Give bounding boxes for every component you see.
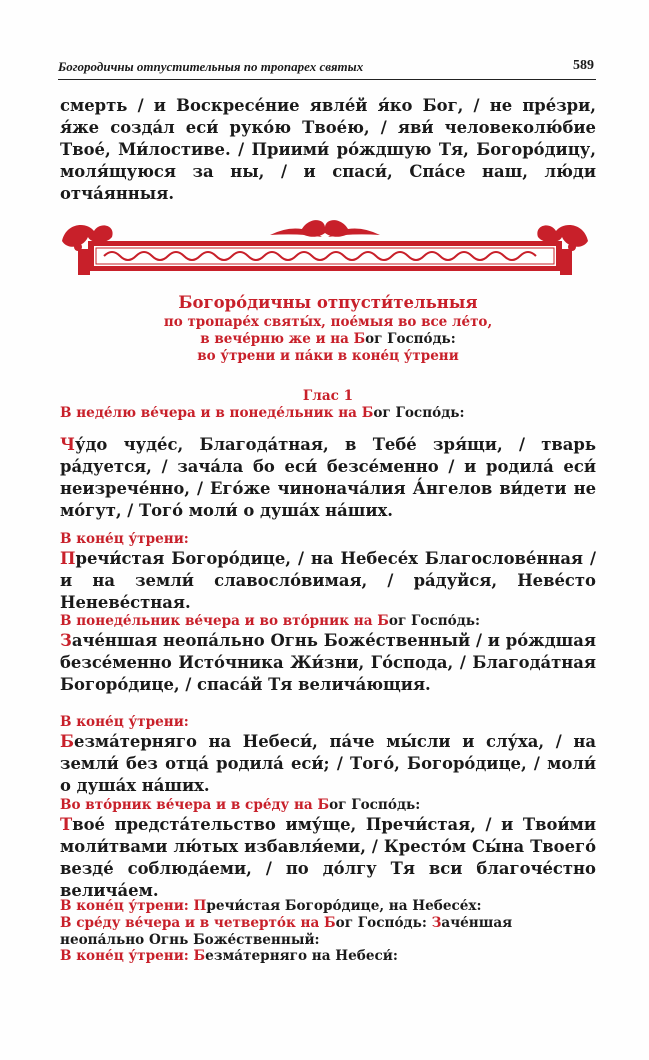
hymn-4-initial: Б [60, 732, 75, 751]
header-rule [58, 79, 596, 80]
hymn-4-body: езма́терняго на Небеси́, па́че мы́сли и слу́ха, / на земли́ без отца́ родила́ еси́; / Того́, Богоро́дице, / моли́ о душа́х на́ших. [60, 732, 596, 795]
trailing-line-4 [60, 948, 596, 965]
hymn-2-initial: П [60, 549, 76, 568]
running-title: Богородичны отпустительныя по тропарех святых [58, 59, 364, 74]
glas-rubric [60, 405, 596, 422]
trailing-line-4-black: езма́терняго на Небеси́: [205, 948, 398, 964]
hymn-5-rubric [60, 797, 596, 814]
trailing-line-2-rubric-black: ог Госпо́дь: [335, 915, 432, 931]
trailing-line-2-text: аче́ншая [441, 915, 513, 931]
hymn-4 [60, 714, 596, 797]
hymn-5-initial: Т [60, 815, 73, 834]
hymn-5-text [60, 814, 596, 902]
hymn-1 [60, 434, 596, 522]
hymn-4-text [60, 731, 596, 797]
section-title: Богоро́дичны отпусти́тельныя [178, 293, 478, 312]
trailing-line-2-red: В сре́ду ве́чера и в четверто́к на Б [60, 915, 336, 931]
hymn-2 [60, 531, 596, 614]
section-subtitle-line-2-black: ог Госпо́дь: [365, 331, 456, 347]
hymn-3-rubric-black: ог Госпо́дь: [388, 613, 481, 629]
section-subtitle-line-3: во у́трени и па́ки в коне́ц у́трени [197, 348, 459, 364]
hymn-5-body: вое́ предста́тельство иму́ще, Пречи́стая, / и Твои́ми моли́твами лю́тых избавля́еми, / Кресто́м Сы́на Твоего́ везде́ соблюда́еми, / по до́лгу Тя вси благоче́стно велича́ем. [60, 815, 596, 900]
hymn-3-text [60, 630, 596, 696]
opening-paragraph: смерть / и Воскресе́ние явле́й я́ко Бог, / не пре́зри, я́же созда́л еси́ руко́ю Твое́ю, / яви́ человеколю́бие Твое́, Ми́лостиве. / Приими́ ро́ждшую Тя, Богоро́дицу, моля́щуюся за ны, / и спаси́, Спа́се наш, лю́ди отча́янныя. [60, 96, 596, 203]
hymn-5-rubric-black: ог Госпо́дь: [329, 797, 421, 813]
hymn-1-text [60, 434, 596, 522]
trailing-line-4-red: В коне́ц у́трени: Б [60, 948, 206, 964]
trailing-line-2 [60, 915, 596, 932]
page-number: 589 [573, 58, 594, 73]
decorative-ornament-icon [60, 215, 590, 281]
hymn-2-rubric: В коне́ц у́трени: [60, 531, 189, 547]
trailing-line-1-red: В коне́ц у́трени: П [60, 898, 207, 914]
trailing-block [60, 898, 596, 965]
trailing-line-2-initial: З [431, 915, 442, 931]
running-header [58, 55, 596, 79]
hymn-3-rubric-red: В понеде́льник ве́чера и во вто́рник на Б [60, 613, 389, 629]
section-title-block [60, 292, 596, 365]
glas-rubric-black: ог Госпо́дь: [373, 405, 465, 421]
trailing-line-1-black: речи́стая Богоро́дице, на Небесе́х: [206, 898, 482, 914]
hymn-5 [60, 797, 596, 902]
hymn-1-initial: Ч [60, 435, 75, 454]
hymn-5-rubric-red: Во вто́рник ве́чера и в сре́ду на Б [60, 797, 330, 813]
opening-paragraph-block [60, 95, 596, 205]
hymn-1-body: у́до чуде́с, Благода́тная, в Тебе́ зря́щи, / тварь ра́дуется, / зача́ла бо еси́ безсе́менно / и родила́ еси́ неизрече́нно, / Его́же чинонача́лия А́нгелов ви́дети не мо́гут, / Того́ моли́ о душа́х на́ших. [60, 435, 596, 520]
glas-title: Глас 1 [302, 388, 354, 404]
trailing-line-3: неопа́льно Огнь Боже́ственный: [60, 932, 320, 948]
hymn-3-body: аче́ншая неопа́льно Огнь Боже́ственный / и ро́ждшая безсе́менно Исто́чника Жи́зни, Го́спода, / Благода́тная Богоро́дице, / спаса́й Тя велича́ющия. [60, 631, 596, 694]
section-subtitle-line-2 [60, 331, 596, 348]
section-subtitle-line-2-red: в вече́рню же и на Б [200, 331, 366, 347]
section-subtitle-line-1: по тропаре́х святы́х, пое́мыя во все ле́то, [163, 314, 493, 330]
glas-rubric-red: В неде́лю ве́чера и в понеде́льник на Б [60, 405, 374, 421]
hymn-2-text [60, 548, 596, 614]
hymn-3-initial: З [60, 631, 72, 650]
hymn-4-rubric: В коне́ц у́трени: [60, 714, 189, 730]
trailing-line-1 [60, 898, 596, 915]
glas-heading-block [60, 388, 596, 422]
hymn-2-body: речи́стая Богоро́дице, / на Небесе́х Благослове́нная / и на земли́ славосло́вимая, / ра́дуйся, Неве́сто Неневе́стная. [60, 549, 596, 612]
hymn-3 [60, 613, 596, 696]
hymn-3-rubric [60, 613, 596, 630]
